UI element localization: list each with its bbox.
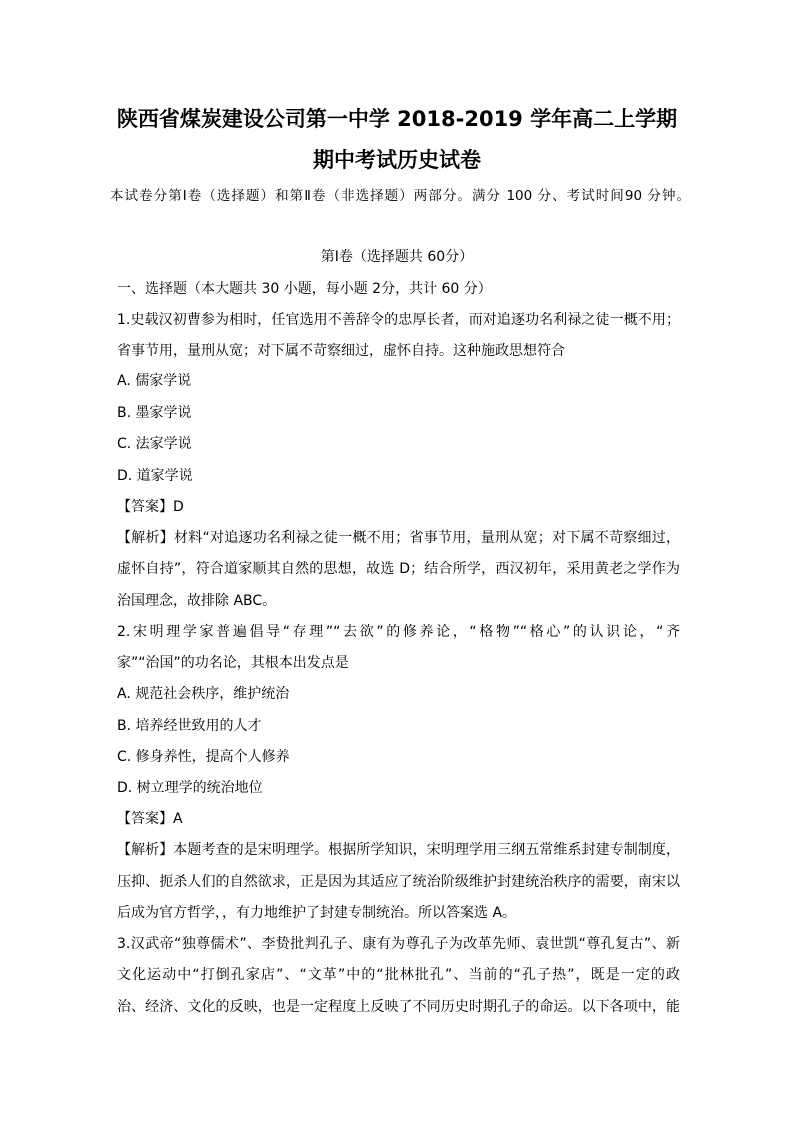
question-2-analysis: 【解析】本题考查的是宋明理学。根据所学知识，宋明理学用三纲五常维系封建专制制度，	[117, 842, 680, 858]
question-2-option-d: D. 树立理学的统治地位	[117, 780, 263, 796]
question-3-stem: 3.汉武帝“独尊儒术”、李贽批判孔子、康有为尊孔子为改革先师、袁世凯“尊孔复古”、新	[117, 936, 680, 952]
question-1-stem: 省事节用，量刑从宽；对下属不苛察细过，虚怀自持。这种施政思想符合	[117, 343, 565, 359]
question-1-analysis: 治国理念，故排除 ABC。	[117, 593, 277, 609]
question-1-option-c: C. 法家学说	[117, 436, 192, 452]
section-title: 第Ⅰ卷（选择题共 60分）	[320, 249, 474, 265]
question-1-option-d: D. 道家学说	[117, 468, 193, 484]
question-2-option-a: A. 规范社会秩序，维护统治	[117, 686, 290, 702]
question-2-option-b: B. 培养经世致用的人才	[117, 718, 262, 734]
question-2-stem: 2.宋明理学家普遍倡导“存理”“去欲”的修养论，“格物”“格心”的认识论，“齐	[117, 624, 680, 640]
question-1-stem: 1.史载汉初曹参为相时，任官选用不善辞令的忠厚长者，而对追逐功名利禄之徒一概不用；	[117, 312, 680, 328]
question-2-option-c: C. 修身养性，提高个人修养	[117, 749, 290, 765]
part-heading: 一、选择题（本大题共 30 小题，每小题 2分，共计 60 分）	[117, 281, 492, 297]
question-2-answer: 【答案】A	[117, 811, 183, 827]
question-1-analysis: 【解析】材料“对追逐功名利禄之徒一概不用；省事节用，量刑从宽；对下属不苛察细过，	[117, 530, 680, 546]
question-1-answer: 【答案】D	[117, 499, 184, 515]
question-1-analysis: 虚怀自持”，符合道家顺其自然的思想，故选 D；结合所学，西汉初年，采用黄老之学作为	[117, 561, 680, 577]
question-1-option-a: A. 儒家学说	[117, 373, 192, 389]
document-subtitle: 期中考试历史试卷	[313, 148, 481, 172]
question-2-analysis: 后成为官方哲学，，有力地维护了封建专制统治。所以答案选 A。	[117, 905, 517, 921]
question-1-option-b: B. 墨家学说	[117, 405, 192, 421]
question-2-stem: 家”“治国”的功名论，其根本出发点是	[117, 655, 349, 671]
document-title: 陕西省煤炭建设公司第一中学 2018-2019 学年高二上学期	[116, 107, 678, 131]
question-3-stem: 文化运动中“打倒孔家店”、“文革”中的“批林批孔”、当前的“孔子热”，既是一定的政	[117, 967, 680, 983]
question-3-stem: 治、经济、文化的反映，也是一定程度上反映了不同历史时期孔子的命运。以下各项中，能	[117, 999, 680, 1015]
question-2-analysis: 压抑、扼杀人们的自然欲求，正是因为其适应了统治阶级维护封建统治秩序的需要，南宋以	[117, 874, 680, 890]
exam-instructions: 本试卷分第Ⅰ卷（选择题）和第Ⅱ卷（非选择题）两部分。满分 100 分、考试时间90 分钟。	[110, 188, 690, 204]
